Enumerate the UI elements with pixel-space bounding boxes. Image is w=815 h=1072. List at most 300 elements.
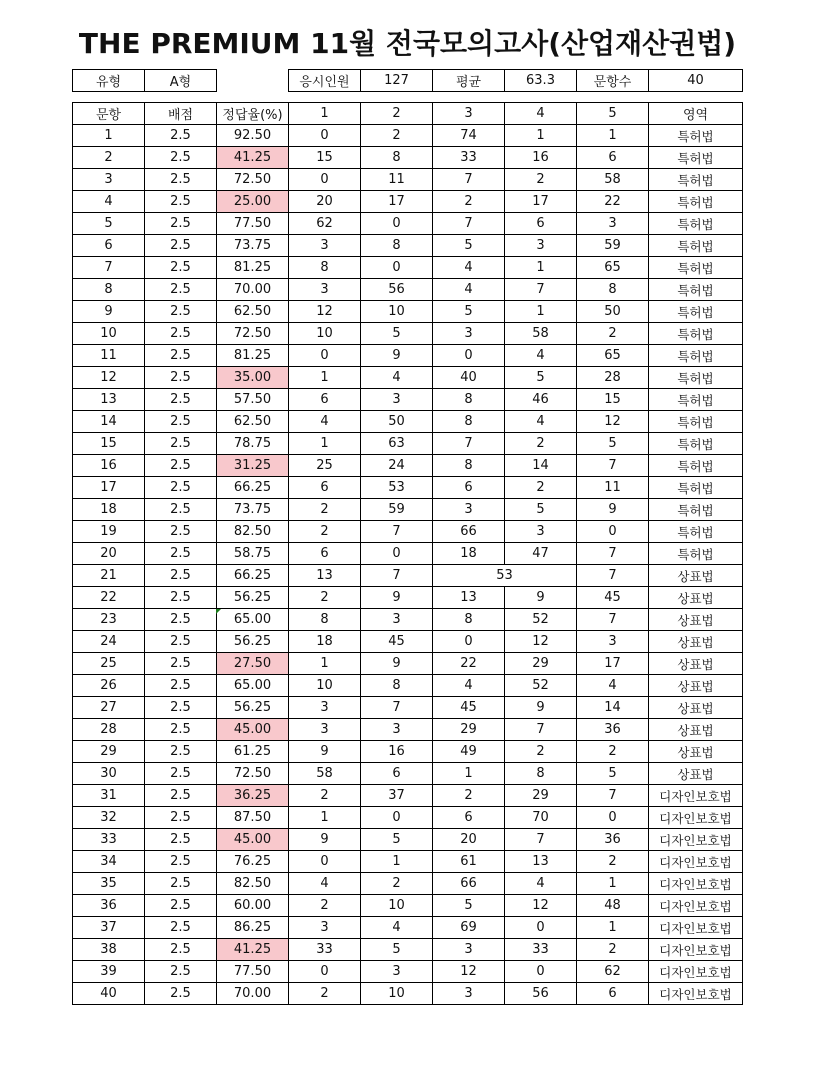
choice-2-count: 7 [361,565,433,587]
points: 2.5 [145,411,217,433]
choice-2-count: 53 [361,477,433,499]
choice-5-count: 11 [577,477,649,499]
cell-comment-marker [216,609,221,614]
choice-3-count: 40 [433,367,505,389]
choice-5-count: 12 [577,411,649,433]
question-number: 26 [73,675,145,697]
choice-3-count: 18 [433,543,505,565]
choice-2-count: 3 [361,609,433,631]
table-row [73,917,743,939]
choice-1-count: 6 [289,477,361,499]
choice-2-count: 6 [361,763,433,785]
correct-rate: 61.25 [217,741,289,763]
table-row [73,279,743,301]
table-row [73,169,743,191]
choice-2-count: 4 [361,917,433,939]
question-number: 1 [73,125,145,147]
question-number: 9 [73,301,145,323]
choice-2-count: 5 [361,939,433,961]
choice-1-count: 62 [289,213,361,235]
area: 디자인보호법 [649,807,743,829]
question-number: 36 [73,895,145,917]
choice-5-count: 2 [577,939,649,961]
correct-rate: 56.25 [217,631,289,653]
choice-5-count: 65 [577,257,649,279]
choice-2-count: 10 [361,301,433,323]
correct-rate: 76.25 [217,851,289,873]
choice-4-count: 4 [505,873,577,895]
choice-5-count: 3 [577,213,649,235]
table-row [73,433,743,455]
choice-1-count: 9 [289,741,361,763]
choice-2-count: 8 [361,675,433,697]
question-number: 29 [73,741,145,763]
question-number: 17 [73,477,145,499]
choice-1-count: 4 [289,411,361,433]
area: 특허법 [649,411,743,433]
correct-rate: 65.00 [217,675,289,697]
choice-4-count: 7 [505,279,577,301]
question-number: 38 [73,939,145,961]
question-number: 18 [73,499,145,521]
table-row [73,961,743,983]
area: 디자인보호법 [649,917,743,939]
area: 상표법 [649,609,743,631]
choice-4-count: 0 [505,961,577,983]
correct-rate: 45.00 [217,829,289,851]
table-row [73,389,743,411]
choice-3-count: 2 [433,785,505,807]
choice-2-count: 9 [361,653,433,675]
choice-5-count: 7 [577,543,649,565]
question-number: 37 [73,917,145,939]
table-row [73,807,743,829]
area: 상표법 [649,653,743,675]
question-number: 20 [73,543,145,565]
choice-4-count: 52 [505,609,577,631]
choice-2-count: 17 [361,191,433,213]
choice-2-count: 8 [361,147,433,169]
choice-1-count: 20 [289,191,361,213]
table-row [73,741,743,763]
choice-3-count: 8 [433,411,505,433]
choice-4-count: 12 [505,895,577,917]
area: 상표법 [649,719,743,741]
table-row [73,763,743,785]
correct-rate: 66.25 [217,565,289,587]
choice-3-count: 45 [433,697,505,719]
table-row [73,499,743,521]
choice-3-count: 8 [433,609,505,631]
header-choice-5: 5 [577,103,649,125]
choice-5-count: 8 [577,279,649,301]
question-number: 25 [73,653,145,675]
table-row [73,367,743,389]
correct-rate: 36.25 [217,785,289,807]
area: 상표법 [649,587,743,609]
points: 2.5 [145,983,217,1005]
choice-1-count: 1 [289,653,361,675]
choice-2-count: 5 [361,323,433,345]
choice-2-count: 10 [361,895,433,917]
choice-1-count: 58 [289,763,361,785]
choice-5-count: 1 [577,873,649,895]
choice-5-count: 3 [577,631,649,653]
question-number: 16 [73,455,145,477]
choice-5-count: 9 [577,499,649,521]
points: 2.5 [145,873,217,895]
choice-3-count: 29 [433,719,505,741]
correct-rate: 70.00 [217,983,289,1005]
area: 상표법 [649,631,743,653]
choice-1-count: 18 [289,631,361,653]
correct-rate: 81.25 [217,345,289,367]
choice-1-count: 3 [289,719,361,741]
correct-rate: 41.25 [217,939,289,961]
area: 디자인보호법 [649,961,743,983]
choice-1-count: 13 [289,565,361,587]
table-row [73,697,743,719]
area: 디자인보호법 [649,895,743,917]
table-row [73,411,743,433]
correct-rate: 82.50 [217,521,289,543]
points: 2.5 [145,719,217,741]
table-row [73,345,743,367]
choice-1-count: 8 [289,257,361,279]
area: 특허법 [649,455,743,477]
choice-3-count: 61 [433,851,505,873]
area: 디자인보호법 [649,851,743,873]
points: 2.5 [145,851,217,873]
choice-5-count: 50 [577,301,649,323]
area: 특허법 [649,169,743,191]
question-number: 2 [73,147,145,169]
choice-3-count: 2 [433,191,505,213]
choice-4-count: 1 [505,125,577,147]
choice-5-count: 15 [577,389,649,411]
choice-4-count: 33 [505,939,577,961]
choice-3-count: 66 [433,873,505,895]
question-number: 19 [73,521,145,543]
question-number: 40 [73,983,145,1005]
choice-4-count: 13 [505,851,577,873]
spacer [217,70,289,92]
choice-2-count: 9 [361,587,433,609]
points: 2.5 [145,939,217,961]
points: 2.5 [145,499,217,521]
table-row [73,235,743,257]
points: 2.5 [145,565,217,587]
choice-1-count: 3 [289,697,361,719]
question-number: 27 [73,697,145,719]
choice-3-count: 6 [433,477,505,499]
choice-2-count: 8 [361,235,433,257]
choice-5-count: 1 [577,917,649,939]
choice-5-count: 4 [577,675,649,697]
choice-3-count: 5 [433,235,505,257]
choice-1-count: 0 [289,851,361,873]
header-choice-4: 4 [505,103,577,125]
area: 디자인보호법 [649,983,743,1005]
area: 디자인보호법 [649,873,743,895]
choice-5-count: 22 [577,191,649,213]
question-number: 5 [73,213,145,235]
choice-3-count: 4 [433,279,505,301]
table-row [73,851,743,873]
choice-5-count: 1 [577,125,649,147]
correct-rate: 56.25 [217,587,289,609]
choice-4-count: 56 [505,983,577,1005]
choice-3-count: 12 [433,961,505,983]
choice-3-count: 7 [433,213,505,235]
choice-2-count: 37 [361,785,433,807]
choice-4-count: 5 [505,367,577,389]
choice-1-count: 12 [289,301,361,323]
page-title: THE PREMIUM 11월 전국모의고사(산업재산권법) [78,27,737,60]
choice-5-count: 36 [577,719,649,741]
type-value: A형 [145,70,217,92]
question-number: 24 [73,631,145,653]
table-row [73,323,743,345]
choice-3-count: 3 [433,323,505,345]
choice-5-count: 17 [577,653,649,675]
choice-3-count: 3 [433,939,505,961]
points: 2.5 [145,741,217,763]
choice-5-count: 48 [577,895,649,917]
choice-1-count: 2 [289,521,361,543]
choice-2-count: 4 [361,367,433,389]
header-rate: 정답율(%) [217,103,289,125]
table-row [73,455,743,477]
points: 2.5 [145,323,217,345]
choice-5-count: 7 [577,565,649,587]
choice-1-count: 2 [289,785,361,807]
choice-5-count: 62 [577,961,649,983]
correct-rate: 72.50 [217,323,289,345]
correct-rate: 57.50 [217,389,289,411]
choice-5-count: 7 [577,455,649,477]
examinees-value: 127 [361,70,433,92]
choice-2-count: 3 [361,719,433,741]
choice-2-count: 7 [361,521,433,543]
points: 2.5 [145,257,217,279]
area: 특허법 [649,323,743,345]
question-number: 11 [73,345,145,367]
points: 2.5 [145,345,217,367]
choice-1-count: 3 [289,917,361,939]
choice-1-count: 3 [289,235,361,257]
choice-2-count: 16 [361,741,433,763]
choice-4-count: 7 [505,719,577,741]
points: 2.5 [145,477,217,499]
question-number: 31 [73,785,145,807]
choice-2-count: 1 [361,851,433,873]
question-number: 13 [73,389,145,411]
choice-4-count: 1 [505,301,577,323]
choice-1-count: 1 [289,367,361,389]
correct-rate: 72.50 [217,763,289,785]
choice-1-count: 0 [289,125,361,147]
question-number: 28 [73,719,145,741]
choice-5-count: 45 [577,587,649,609]
correct-rate: 62.50 [217,411,289,433]
points: 2.5 [145,301,217,323]
choice-1-count: 33 [289,939,361,961]
choice-2-count: 0 [361,807,433,829]
correct-rate: 35.00 [217,367,289,389]
choice-1-count: 2 [289,587,361,609]
choice-4-count: 2 [505,433,577,455]
choice-2-count: 24 [361,455,433,477]
question-number: 21 [73,565,145,587]
choice-4-count: 8 [505,763,577,785]
choice-5-count: 6 [577,147,649,169]
area: 특허법 [649,301,743,323]
choice-1-count: 0 [289,169,361,191]
correct-rate: 73.75 [217,235,289,257]
choice-2-count: 45 [361,631,433,653]
points: 2.5 [145,829,217,851]
table-row [73,653,743,675]
choice-4-count: 4 [505,411,577,433]
choice-3-4-count: 53 [433,565,577,587]
choice-4-count: 0 [505,917,577,939]
points: 2.5 [145,147,217,169]
choice-2-count: 0 [361,257,433,279]
question-count-value: 40 [649,70,743,92]
header-question: 문항 [73,103,145,125]
area: 특허법 [649,125,743,147]
choice-5-count: 2 [577,323,649,345]
area: 특허법 [649,191,743,213]
table-row [73,719,743,741]
points: 2.5 [145,191,217,213]
area: 특허법 [649,477,743,499]
points: 2.5 [145,213,217,235]
correct-rate: 45.00 [217,719,289,741]
choice-1-count: 4 [289,873,361,895]
choice-1-count: 0 [289,345,361,367]
header-points: 배점 [145,103,217,125]
choice-2-count: 9 [361,345,433,367]
choice-2-count: 3 [361,389,433,411]
choice-4-count: 16 [505,147,577,169]
summary-table [72,69,743,92]
correct-rate: 92.50 [217,125,289,147]
area: 상표법 [649,763,743,785]
choice-3-count: 20 [433,829,505,851]
choice-3-count: 5 [433,301,505,323]
area: 특허법 [649,389,743,411]
choice-5-count: 65 [577,345,649,367]
question-number: 39 [73,961,145,983]
choice-2-count: 63 [361,433,433,455]
points: 2.5 [145,631,217,653]
correct-rate: 77.50 [217,961,289,983]
area: 특허법 [649,257,743,279]
choice-4-count: 9 [505,587,577,609]
table-row [73,191,743,213]
table-row [73,477,743,499]
points: 2.5 [145,961,217,983]
points: 2.5 [145,125,217,147]
correct-rate: 81.25 [217,257,289,279]
choice-4-count: 47 [505,543,577,565]
choice-2-count: 59 [361,499,433,521]
question-number: 32 [73,807,145,829]
choice-5-count: 7 [577,785,649,807]
choice-5-count: 5 [577,433,649,455]
average-value: 63.3 [505,70,577,92]
header-choice-3: 3 [433,103,505,125]
choice-1-count: 2 [289,983,361,1005]
choice-3-count: 8 [433,389,505,411]
correct-rate: 87.50 [217,807,289,829]
choice-4-count: 2 [505,169,577,191]
choice-3-count: 3 [433,499,505,521]
table-row [73,983,743,1005]
choice-4-count: 2 [505,741,577,763]
choice-1-count: 10 [289,675,361,697]
choice-2-count: 56 [361,279,433,301]
choice-5-count: 2 [577,741,649,763]
question-number: 15 [73,433,145,455]
area: 특허법 [649,499,743,521]
choice-1-count: 8 [289,609,361,631]
points: 2.5 [145,675,217,697]
question-number: 23 [73,609,145,631]
choice-3-count: 1 [433,763,505,785]
choice-5-count: 58 [577,169,649,191]
points: 2.5 [145,697,217,719]
points: 2.5 [145,895,217,917]
choice-1-count: 2 [289,499,361,521]
choice-3-count: 33 [433,147,505,169]
area: 상표법 [649,697,743,719]
points: 2.5 [145,389,217,411]
correct-rate: 77.50 [217,213,289,235]
choice-2-count: 7 [361,697,433,719]
area: 디자인보호법 [649,785,743,807]
question-number: 33 [73,829,145,851]
choice-3-count: 66 [433,521,505,543]
choice-2-count: 3 [361,961,433,983]
question-number: 3 [73,169,145,191]
correct-rate: 25.00 [217,191,289,213]
choice-3-count: 7 [433,433,505,455]
choice-5-count: 2 [577,851,649,873]
points: 2.5 [145,609,217,631]
choice-1-count: 15 [289,147,361,169]
table-row [73,873,743,895]
area: 특허법 [649,367,743,389]
choice-4-count: 9 [505,697,577,719]
choice-5-count: 5 [577,763,649,785]
choice-1-count: 3 [289,279,361,301]
choice-2-count: 0 [361,543,433,565]
correct-rate: 65.00 [217,609,289,631]
correct-rate: 86.25 [217,917,289,939]
correct-rate: 82.50 [217,873,289,895]
table-row [73,895,743,917]
table-row [73,785,743,807]
choice-5-count: 0 [577,521,649,543]
choice-3-count: 22 [433,653,505,675]
choice-1-count: 6 [289,543,361,565]
choice-3-count: 4 [433,257,505,279]
points: 2.5 [145,235,217,257]
question-number: 4 [73,191,145,213]
